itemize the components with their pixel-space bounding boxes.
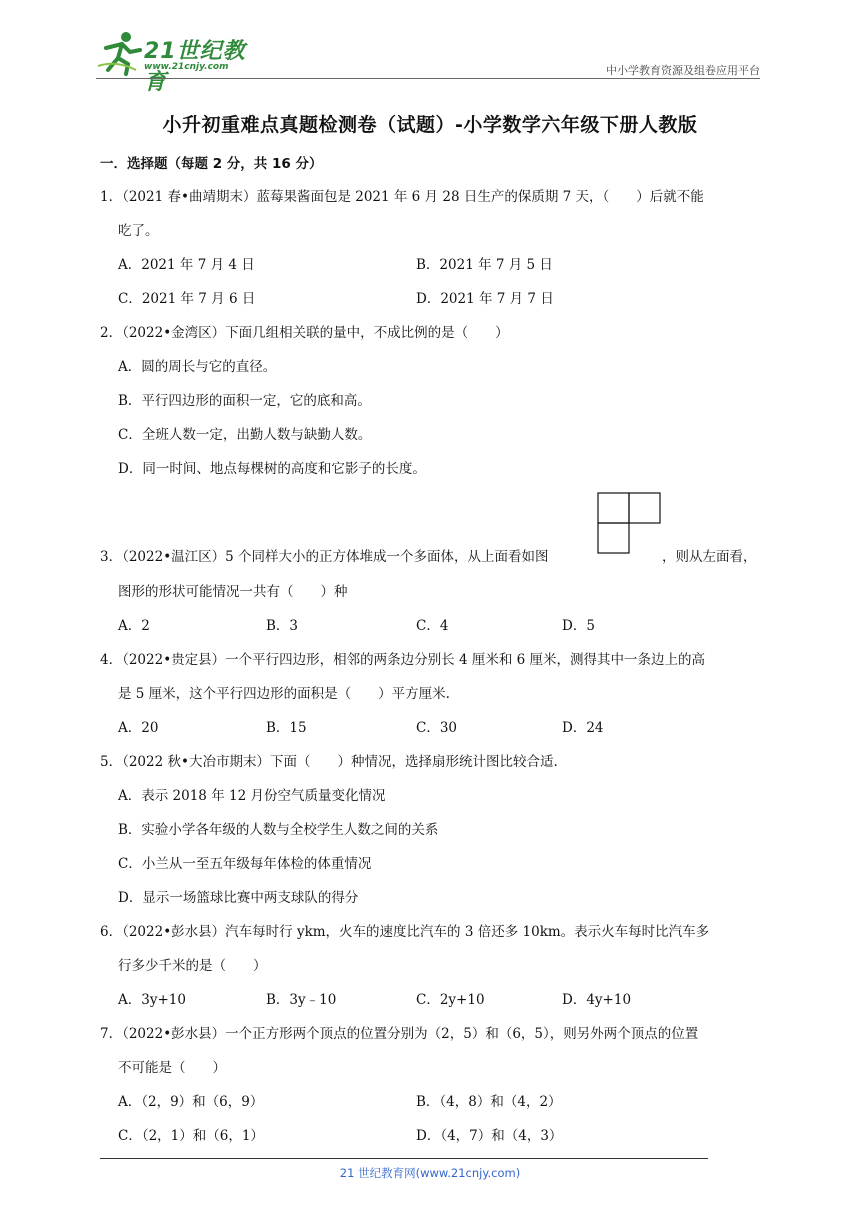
question-5-option-b: B．实验小学各年级的人数与全校学生人数之间的关系	[118, 822, 439, 838]
question-4-option-b: B．15	[266, 720, 307, 736]
question-5-option-c: C．小兰从一至五年级每年体检的体重情况	[118, 856, 372, 872]
footer-link[interactable]: 21 世纪教育网(www.21cnjy.com)	[339, 1166, 521, 1180]
question-5-line-1: 5．（2022 秋•大冶市期末）下面（ ）种情况，选择扇形统计图比较合适.	[100, 754, 558, 770]
question-4-option-a: A．20	[118, 720, 159, 736]
question-2-line-1: 2．（2022•金湾区）下面几组相关联的量中，不成比例的是（ ）	[100, 325, 509, 341]
question-1-option-a: A．2021 年 7 月 4 日	[118, 257, 255, 273]
runner-logo-icon	[96, 30, 144, 76]
question-7-option-a: A．（2，9）和（6，9）	[118, 1094, 264, 1110]
logo-text: 21世纪教育	[144, 39, 246, 95]
header-divider	[96, 78, 760, 79]
question-3-line-2: 图形的形状可能情况一共有（ ）种	[118, 584, 348, 600]
question-1-option-c: C．2021 年 7 月 6 日	[118, 291, 256, 307]
top-view-figure	[597, 492, 661, 554]
question-3-option-b: B．3	[266, 618, 299, 634]
question-5-option-d: D．显示一场篮球比赛中两支球队的得分	[118, 890, 359, 906]
question-6-line-1: 6．（2022•彭水县）汽车每时行 ykm，火车的速度比汽车的 3 倍还多 10km。表示火车每时比汽车多	[100, 924, 710, 940]
header-platform-text: 中小学教育资源及组卷应用平台	[606, 64, 760, 77]
question-2-option-b: B．平行四边形的面积一定，它的底和高。	[118, 393, 371, 409]
question-1-line-1: 1．（2021 春•曲靖期末）蓝莓果酱面包是 2021 年 6 月 28 日生产的保质期 7 天，（ ）后就不能	[100, 189, 704, 205]
section-heading: 一．选择题（每题 2 分，共 16 分）	[100, 156, 323, 172]
question-2-option-d: D．同一时间、地点每棵树的高度和它影子的长度。	[118, 461, 426, 477]
question-4-option-c: C．30	[416, 720, 458, 736]
question-1-option-b: B．2021 年 7 月 5 日	[416, 257, 553, 273]
question-6-line-2: 行多少千米的是（ ）	[118, 958, 267, 974]
question-1-line-2: 吃了。	[118, 223, 159, 239]
page-header	[96, 30, 760, 95]
page-title: 小升初重难点真题检测卷（试题）-小学数学六年级下册人教版	[162, 114, 698, 136]
question-2-option-c: C．全班人数一定，出勤人数与缺勤人数。	[118, 427, 372, 443]
question-7-line-1: 7．（2022•彭水县）一个正方形两个顶点的位置分别为（2，5）和（6，5），则另外两个顶点的位置	[100, 1026, 699, 1042]
question-3-option-c: C．4	[416, 618, 449, 634]
question-7-option-b: B．（4，8）和（4，2）	[416, 1094, 562, 1110]
question-4-line-2: 是 5 厘米，这个平行四边形的面积是（ ）平方厘米.	[118, 686, 450, 702]
question-6-option-a: A．3y+10	[118, 992, 186, 1008]
question-6-option-c: C．2y+10	[416, 992, 485, 1008]
footer-divider	[100, 1158, 708, 1159]
question-5-option-a: A．表示 2018 年 12 月份空气质量变化情况	[118, 788, 386, 804]
question-6-option-d: D．4y+10	[562, 992, 632, 1008]
question-3-option-a: A．2	[118, 618, 150, 634]
question-4-option-d: D．24	[562, 720, 604, 736]
question-4-line-1: 4．（2022•贵定县）一个平行四边形，相邻的两条边分别长 4 厘米和 6 厘米，测得其中一条边上的高	[100, 652, 706, 668]
question-7-line-2: 不可能是（ ）	[118, 1060, 226, 1076]
question-2-option-a: A．圆的周长与它的直径。	[118, 359, 277, 375]
question-3-line-1-end: ，则从左面看，	[662, 549, 757, 565]
question-6-option-b: B．3y﹣10	[266, 992, 337, 1008]
question-7-option-c: C．（2，1）和（6，1）	[118, 1128, 264, 1144]
question-3-line-1: 3．（2022•温江区）5 个同样大小的正方体堆成一个多面体，从上面看如图	[100, 549, 549, 565]
question-1-option-d: D．2021 年 7 月 7 日	[416, 291, 554, 307]
question-7-option-d: D．（4，7）和（4，3）	[416, 1128, 563, 1144]
logo-url: www.21cnjy.com	[144, 62, 229, 72]
logo	[96, 30, 266, 95]
question-3-option-d: D．5	[562, 618, 595, 634]
